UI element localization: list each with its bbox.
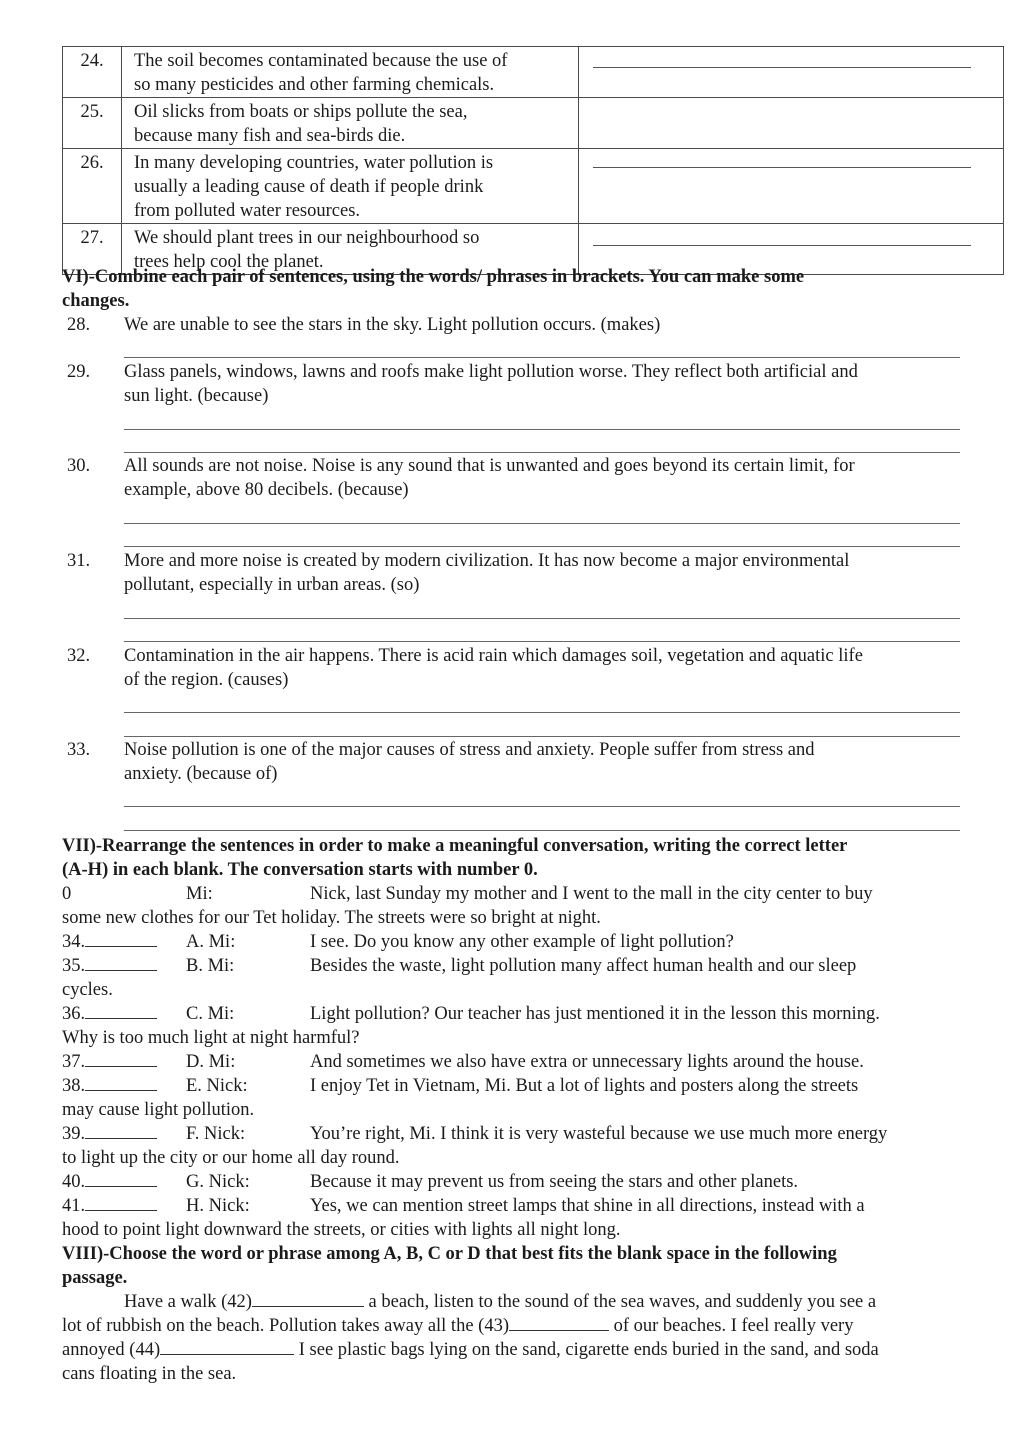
passage-text: annoyed (44) — [62, 1340, 161, 1360]
answer-slot[interactable] — [62, 1122, 157, 1146]
heading-line: VII)-Rearrange the sentences in order to make a meaningful conversation, writing the correct letter — [62, 836, 848, 856]
question-number: 30. — [67, 456, 91, 476]
utterance: I enjoy Tet in Vietnam, Mi. But a lot of lights and posters along the streets — [310, 1076, 859, 1096]
conversation-item — [62, 954, 1004, 1002]
question-text-line: example, above 80 decibels. (because) — [124, 480, 409, 500]
row-sentence — [122, 47, 579, 98]
answer-line[interactable] — [124, 618, 960, 619]
answer-slot[interactable] — [62, 1194, 157, 1218]
question-number: 29. — [67, 362, 91, 382]
row-text-line: We should plant trees in our neighbourhood so — [134, 228, 480, 248]
heading-line: (A-H) in each blank. The conversation starts with number 0. — [62, 860, 538, 880]
answer-blank[interactable] — [85, 956, 157, 971]
answer-blank[interactable] — [85, 1076, 157, 1091]
answer-slot[interactable] — [62, 954, 157, 978]
answer-slot[interactable] — [62, 930, 157, 954]
utterance: Besides the waste, light pollution many affect human health and our sleep — [310, 956, 857, 976]
question-text — [124, 454, 1004, 502]
row-text-line: The soil becomes contaminated because the use of — [134, 51, 508, 71]
answer-line[interactable] — [124, 712, 960, 713]
answer-cell[interactable] — [579, 149, 1004, 224]
passage-text: I see plastic bags lying on the sand, cigarette ends buried in the sand, and soda — [298, 1340, 879, 1360]
passage-line — [62, 1290, 1004, 1314]
answer-cell[interactable] — [579, 98, 1004, 149]
passage — [62, 1290, 1004, 1386]
row-number: 25. — [63, 98, 122, 149]
item-number: 36. — [62, 1004, 86, 1024]
heading-line: VIII)-Choose the word or phrase among A, B, C or D that best fits the blank space in the following — [62, 1244, 837, 1264]
row-text-line: Oil slicks from boats or ships pollute the sea, — [134, 102, 468, 122]
answer-line — [593, 167, 971, 168]
answer-slot[interactable] — [62, 1074, 157, 1098]
item-number: 41. — [62, 1196, 86, 1216]
section-8-heading — [62, 1242, 1004, 1290]
conversation-item — [62, 1170, 1004, 1194]
question-text-line: Glass panels, windows, lawns and roofs make light pollution worse. They reflect both artificial and — [124, 362, 858, 382]
question-text: We are unable to see the stars in the sky. Light pollution occurs. (makes) — [124, 315, 661, 335]
row-text-line: In many developing countries, water pollution is — [134, 153, 494, 173]
speaker: E. Nick: — [186, 1076, 248, 1096]
question-text-line: Contamination in the air happens. There is acid rain which damages soil, vegetation and aquatic life — [124, 646, 863, 666]
speaker: C. Mi: — [186, 1004, 235, 1024]
utterance: Nick, last Sunday my mother and I went to the mall in the city center to buy — [310, 884, 873, 904]
heading-line: passage. — [62, 1268, 128, 1288]
row-sentence — [122, 149, 579, 224]
heading-line: VI)-Combine each pair of sentences, using the words/ phrases in brackets. You can make some — [62, 267, 805, 287]
question-number: 33. — [67, 740, 91, 760]
passage-line: cans floating in the sea. — [62, 1364, 237, 1384]
utterance-cont: to light up the city or our home all day round. — [62, 1148, 400, 1168]
answer-line[interactable] — [124, 736, 960, 737]
answer-line[interactable] — [124, 429, 960, 430]
question-number: 32. — [67, 646, 91, 666]
utterance: You’re right, Mi. I think it is very wasteful because we use much more energy — [310, 1124, 888, 1144]
conversation-item — [62, 1122, 1004, 1170]
line-number: 0 — [62, 884, 72, 904]
question-text — [124, 360, 1004, 408]
answer-line — [593, 245, 971, 246]
table-row — [63, 149, 1004, 224]
row-text-line: so many pesticides and other farming chemicals. — [134, 75, 495, 95]
row-text-line: trees help cool the planet. — [134, 252, 324, 272]
question-text-line: sun light. (because) — [124, 386, 269, 406]
speaker: H. Nick: — [186, 1196, 250, 1216]
answer-line[interactable] — [124, 806, 960, 807]
table-row — [63, 47, 1004, 98]
question-text — [124, 549, 1004, 597]
conversation-item — [62, 930, 1004, 954]
question-text — [124, 738, 1004, 786]
question-number: 31. — [67, 551, 91, 571]
speaker: Mi: — [186, 884, 213, 904]
utterance-cont: some new clothes for our Tet holiday. The streets were so bright at night. — [62, 908, 601, 928]
question-text — [124, 644, 1004, 692]
conversation-item — [62, 1002, 1004, 1050]
heading-line: changes. — [62, 291, 130, 311]
answer-table — [62, 46, 1004, 275]
item-number: 39. — [62, 1124, 86, 1144]
speaker: A. Mi: — [186, 932, 236, 952]
blank-44[interactable] — [160, 1340, 294, 1355]
answer-slot[interactable] — [62, 1170, 157, 1194]
answer-line[interactable] — [124, 452, 960, 453]
row-number: 26. — [63, 149, 122, 224]
item-number: 35. — [62, 956, 86, 976]
item-number: 40. — [62, 1172, 86, 1192]
utterance: And sometimes we also have extra or unnecessary lights around the house. — [310, 1052, 864, 1072]
speaker: F. Nick: — [186, 1124, 246, 1144]
utterance-cont: Why is too much light at night harmful? — [62, 1028, 360, 1048]
table-row — [63, 98, 1004, 149]
utterance: I see. Do you know any other example of light pollution? — [310, 932, 734, 952]
row-sentence — [122, 98, 579, 149]
utterance: Yes, we can mention street lamps that shine in all directions, instead with a — [310, 1196, 865, 1216]
row-text-line: because many fish and sea-birds die. — [134, 126, 406, 146]
conversation-item — [62, 1194, 1004, 1242]
answer-line[interactable] — [124, 641, 960, 642]
utterance: Because it may prevent us from seeing the stars and other planets. — [310, 1172, 799, 1192]
row-text-line: from polluted water resources. — [134, 201, 361, 221]
passage-text: lot of rubbish on the beach. Pollution takes away all the (43) — [62, 1316, 509, 1336]
conversation-intro — [62, 882, 1004, 930]
passage-text: Have a walk (42) — [124, 1292, 252, 1312]
blank-43[interactable] — [509, 1316, 609, 1331]
passage-text: a beach, listen to the sound of the sea waves, and suddenly you see a — [368, 1292, 877, 1312]
section-6-heading — [62, 265, 1004, 313]
blank-42[interactable] — [252, 1292, 364, 1307]
utterance-cont: may cause light pollution. — [62, 1100, 255, 1120]
question-text-line: Noise pollution is one of the major causes of stress and anxiety. People suffer from stress and — [124, 740, 815, 760]
passage-line — [62, 1338, 1004, 1362]
speaker: D. Mi: — [186, 1052, 236, 1072]
answer-blank[interactable] — [85, 1196, 157, 1211]
passage-text: of our beaches. I feel really very — [613, 1316, 854, 1336]
item-number: 38. — [62, 1076, 86, 1096]
row-text-line: usually a leading cause of death if people drink — [134, 177, 484, 197]
answer-line — [593, 67, 971, 68]
answer-slot[interactable] — [62, 1050, 157, 1074]
answer-line[interactable] — [124, 523, 960, 524]
answer-blank[interactable] — [85, 1004, 157, 1019]
passage-line — [62, 1314, 1004, 1338]
answer-blank[interactable] — [85, 1052, 157, 1067]
question-text-line: anxiety. (because of) — [124, 764, 278, 784]
conversation-item — [62, 1074, 1004, 1122]
answer-line[interactable] — [124, 830, 960, 831]
item-number: 34. — [62, 932, 86, 952]
answer-blank[interactable] — [85, 932, 157, 947]
speaker: G. Nick: — [186, 1172, 250, 1192]
utterance-cont: hood to point light downward the streets, or cities with lights all night long. — [62, 1220, 621, 1240]
answer-blank[interactable] — [85, 1124, 157, 1139]
item-number: 37. — [62, 1052, 86, 1072]
utterance: Light pollution? Our teacher has just mentioned it in the lesson this morning. — [310, 1004, 880, 1024]
answer-blank[interactable] — [85, 1172, 157, 1187]
conversation-item — [62, 1050, 1004, 1074]
utterance-cont: cycles. — [62, 980, 113, 1000]
row-number: 27. — [63, 224, 122, 275]
question-text-line: All sounds are not noise. Noise is any sound that is unwanted and goes beyond its certain limit, for — [124, 456, 855, 476]
section-7-heading — [62, 834, 1004, 882]
answer-slot[interactable] — [62, 1002, 157, 1026]
speaker: B. Mi: — [186, 956, 235, 976]
answer-line[interactable] — [124, 546, 960, 547]
question-number: 28. — [67, 315, 91, 335]
question-text-line: pollutant, especially in urban areas. (so) — [124, 575, 420, 595]
question-text-line: of the region. (causes) — [124, 670, 289, 690]
row-number: 24. — [63, 47, 122, 98]
answer-line[interactable] — [124, 357, 960, 358]
answer-cell[interactable] — [579, 47, 1004, 98]
question-text-line: More and more noise is created by modern civilization. It has now become a major environmental — [124, 551, 850, 571]
